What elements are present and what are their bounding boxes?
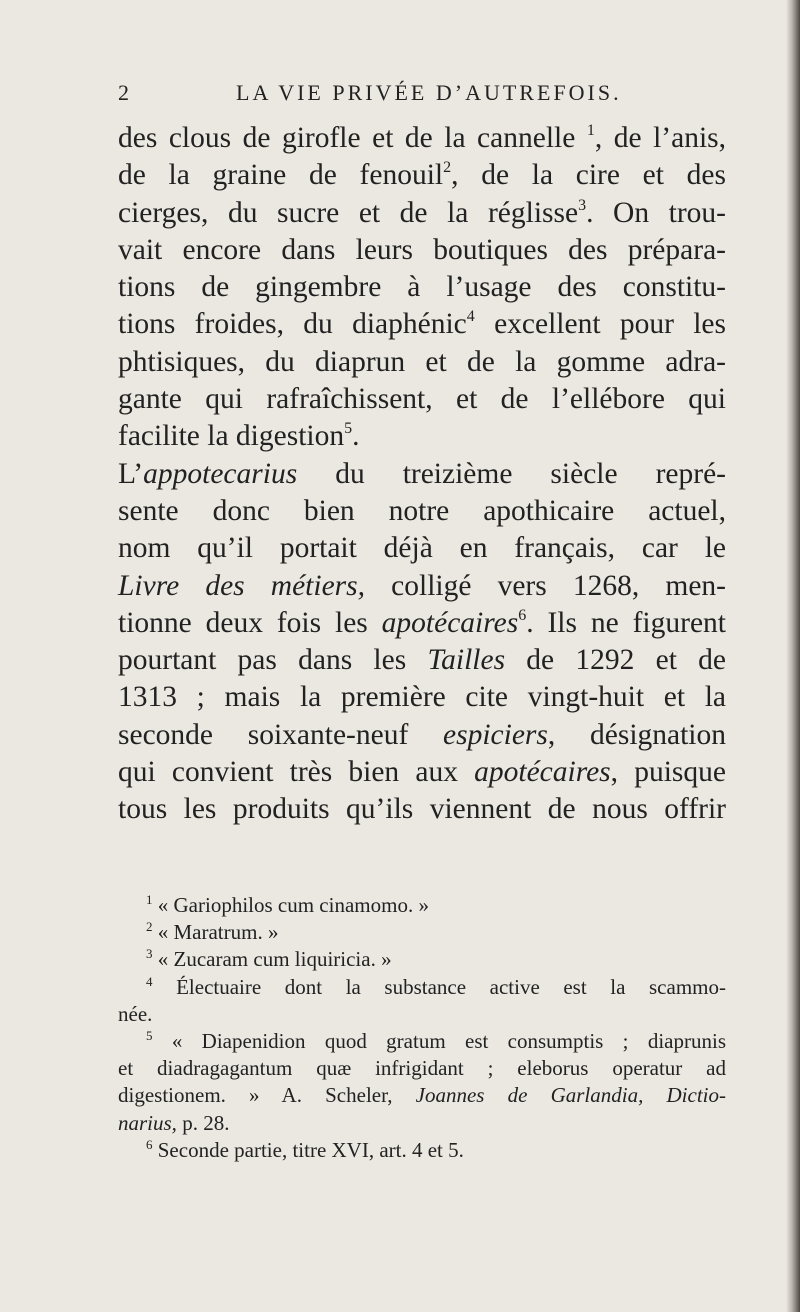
footnote-line	[118, 892, 726, 919]
body-line	[118, 605, 726, 642]
footnote-line	[118, 1082, 726, 1109]
italic-text: appotecarius	[143, 457, 298, 490]
text-run: Seconde partie, titre XVI, art. 4 et 5.	[152, 1137, 464, 1162]
text-run: facilite la digestion	[118, 420, 345, 453]
footnote-marker: 3	[578, 196, 587, 214]
footnote-line	[118, 1110, 726, 1137]
footnotes	[118, 892, 726, 1164]
italic-text: espiciers	[443, 718, 548, 751]
footnote-line	[118, 1055, 726, 1082]
body-text	[118, 120, 726, 829]
text-run: « Zucaram cum liquiricia. »	[152, 947, 392, 972]
text-run: des clous de girofle et de la cannelle	[118, 122, 587, 154]
footnote-marker: 3	[146, 946, 153, 962]
text-run: . Ils ne figurent	[526, 606, 726, 639]
body-line	[118, 754, 726, 791]
footnote-marker: 6	[518, 606, 527, 624]
body-line	[118, 381, 726, 418]
footnote-marker: 1	[586, 122, 595, 139]
italic-text: narius,	[118, 1110, 177, 1135]
body-line	[118, 344, 726, 381]
footnote-marker: 2	[443, 159, 452, 177]
italic-text: apotécaires	[474, 756, 611, 789]
body-line	[118, 232, 726, 269]
text-run: excellent pour les	[474, 308, 726, 341]
text-run: tionne deux fois les	[118, 606, 382, 639]
footnote-marker: 4	[466, 308, 475, 326]
text-run: nom qu’il portait déjà en français, car le	[118, 532, 726, 565]
text-run: vait encore dans leurs boutiques des prépara-	[118, 233, 726, 266]
text-run: et diadragagantum quæ infrigidant ; eleborus operatur ad	[118, 1056, 726, 1081]
italic-text: Joannes de Garlandia, Dictio-	[415, 1083, 726, 1108]
body-line	[118, 493, 726, 530]
footnote-marker: 5	[146, 1027, 153, 1043]
text-run: , de la cire et des	[451, 159, 727, 192]
text-run: phtisiques, du diaprun et de la gomme adra-	[118, 345, 726, 378]
body-line	[118, 717, 726, 754]
body-line	[118, 418, 726, 455]
text-run: colligé vers 1268, men-	[365, 569, 726, 602]
text-run: « Maratrum. »	[152, 920, 279, 945]
text-run: de 1292 et de	[505, 644, 726, 677]
body-line	[118, 679, 726, 716]
italic-text: Livre des métiers,	[118, 569, 366, 602]
text-run: tous les produits qu’ils viennent de nous offrir	[118, 793, 726, 826]
body-line	[118, 157, 726, 194]
footnote-line	[118, 1137, 726, 1164]
running-title: LA VIE PRIVÉE D’AUTREFOIS.	[236, 80, 622, 105]
text-run: digestionem. » A. Scheler,	[118, 1083, 416, 1108]
text-run: sente donc bien notre apothicaire actuel,	[118, 494, 726, 527]
text-run: .	[352, 420, 360, 453]
body-line	[118, 568, 726, 605]
text-run: cierges, du sucre et de la réglisse	[118, 196, 579, 229]
text-run: de la graine de fenouil	[118, 159, 444, 192]
text-run: Électuaire dont la substance active est la scammo-	[152, 974, 726, 999]
footnote-line	[118, 919, 726, 946]
page-edge-shadow	[786, 0, 800, 1312]
footnote-line	[118, 974, 726, 1001]
page-number: 2	[118, 80, 132, 105]
footnote-marker: 6	[146, 1136, 153, 1152]
text-run: tions froides, du diaphénic	[118, 308, 467, 341]
page-header	[118, 80, 718, 110]
footnote-line	[118, 1001, 726, 1028]
text-run: L’	[118, 457, 144, 490]
body-line	[118, 530, 726, 567]
text-run: tions de gingembre à l’usage des constitu-	[118, 271, 726, 304]
text-run: « Gariophilos cum cinamomo. »	[152, 893, 429, 917]
body-line	[118, 306, 726, 343]
text-run: , désignation	[547, 718, 726, 751]
footnote-line	[118, 946, 726, 973]
text-run: 1313 ; mais la première cite vingt-huit et la	[118, 681, 726, 714]
text-run: , puisque	[610, 756, 726, 789]
footnote-marker: 1	[146, 892, 153, 907]
text-run: « Diapenidion quod gratum est consumptis ; diaprunis	[152, 1028, 726, 1053]
body-line	[118, 642, 726, 679]
footnote-marker: 4	[146, 973, 153, 989]
italic-text: Tailles	[427, 644, 506, 677]
text-run: du treizième siècle repré-	[297, 457, 726, 490]
text-run: née.	[118, 1001, 153, 1026]
text-run: seconde soixante-neuf	[118, 718, 444, 751]
body-line	[118, 456, 726, 493]
footnote-line	[118, 1028, 726, 1055]
footnote-marker: 5	[344, 420, 353, 438]
footnote-marker: 2	[146, 919, 153, 935]
text-run: gante qui rafraîchissent, et de l’ellébore qui	[118, 383, 726, 416]
italic-text: apotécaires	[381, 606, 519, 639]
text-run: , de l’anis,	[594, 122, 726, 154]
body-line	[118, 195, 726, 232]
text-run: qui convient très bien aux	[118, 756, 475, 789]
body-line	[118, 269, 726, 306]
body-line	[118, 120, 726, 157]
text-run: p. 28.	[176, 1110, 230, 1135]
body-line	[118, 791, 726, 828]
text-run: . On trou-	[586, 196, 726, 229]
text-run: pourtant pas dans les	[118, 644, 428, 677]
